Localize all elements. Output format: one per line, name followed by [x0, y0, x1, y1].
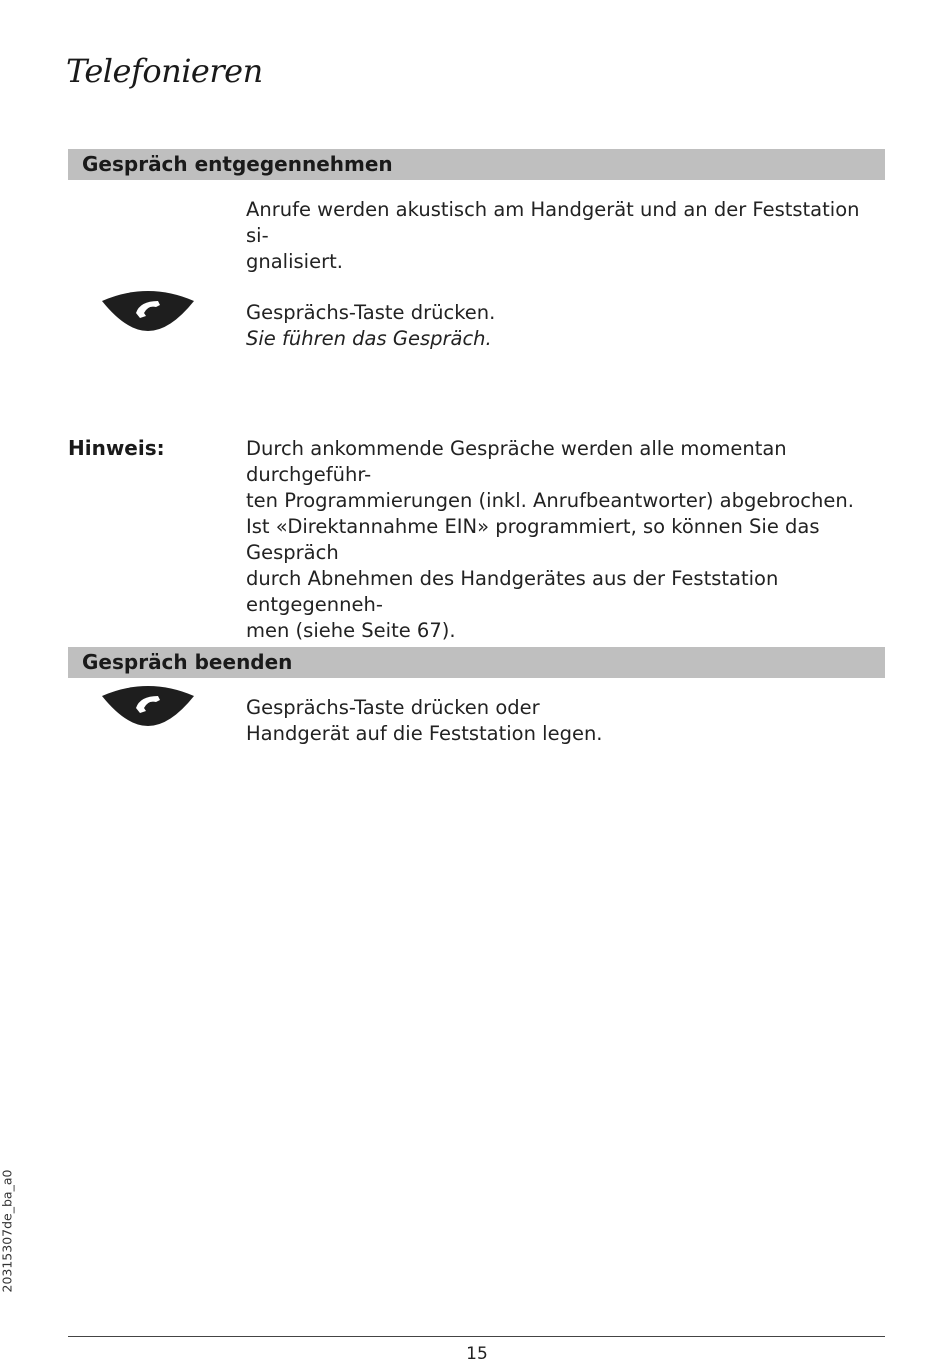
intro-paragraph	[246, 197, 886, 275]
section-heading: Gespräch entgegennehmen	[82, 152, 393, 176]
talk-key-icon	[100, 287, 196, 331]
document-code: 20315307de_ba_a0	[0, 1169, 15, 1293]
note-line: Ist «Direktannahme EIN» programmiert, so können Sie das Gespräch	[246, 515, 820, 564]
talk-key-icon	[100, 682, 196, 726]
section-heading: Gespräch beenden	[82, 650, 293, 674]
note-line: Durch ankommende Gespräche werden alle momentan durchgeführ-	[246, 437, 787, 486]
intro-line: Anrufe werden akustisch am Handgerät und an der Feststation si-	[246, 198, 860, 247]
step-text: Handgerät auf die Feststation legen.	[246, 722, 603, 745]
section-heading-bar	[68, 149, 885, 180]
page-number: 15	[466, 1344, 488, 1364]
step-result: Sie führen das Gespräch.	[246, 327, 492, 350]
note-line: men (siehe Seite 67).	[246, 619, 456, 642]
step-instruction	[246, 300, 886, 352]
intro-line: gnalisiert.	[246, 250, 343, 273]
section-heading-bar	[68, 647, 885, 678]
step-instruction	[246, 695, 886, 747]
step-text: Gesprächs-Taste drücken.	[246, 301, 496, 324]
note-line: durch Abnehmen des Handgerätes aus der Feststation entgegenneh-	[246, 567, 779, 616]
note-label: Hinweis:	[68, 436, 165, 460]
step-text: Gesprächs-Taste drücken oder	[246, 696, 540, 719]
note-paragraph-2	[246, 514, 886, 644]
note-paragraph-1	[246, 436, 886, 514]
page-title: Telefonieren	[66, 52, 263, 90]
footer-divider	[68, 1336, 885, 1337]
note-line: ten Programmierungen (inkl. Anrufbeantworter) abgebrochen.	[246, 489, 854, 512]
